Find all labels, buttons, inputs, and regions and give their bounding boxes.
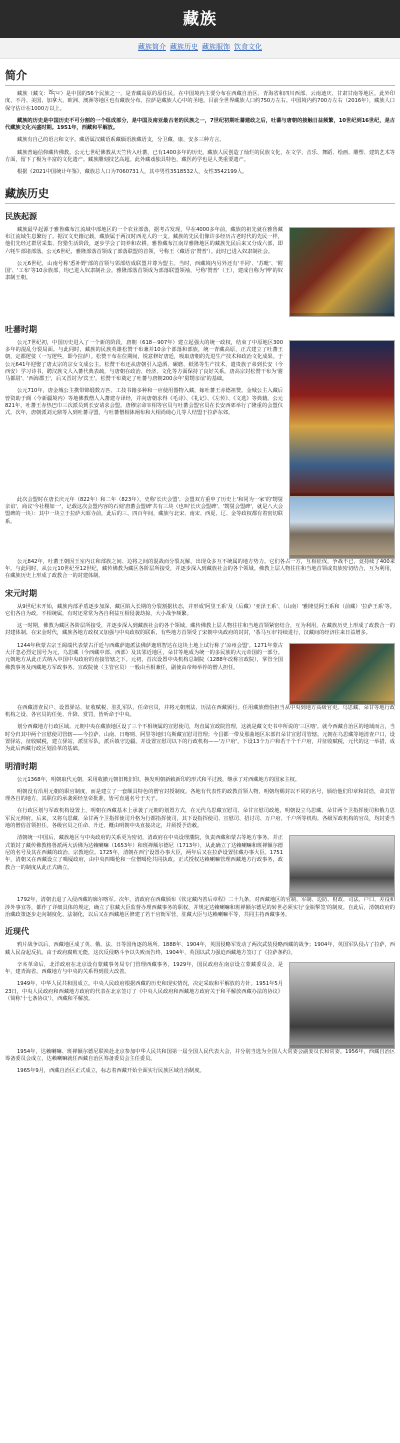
- origin-block: [5, 227, 395, 317]
- intro-paragraph-2: 藏族的历史是中国历史不可分割的一个组成部分，是中国及南亚最古老的民族之一，7世纪初期吐蕃建政之后，吐蕃与唐朝的接触日益频繁，10世纪到16世纪，是古代藏族文化兴盛时期。1951年，西藏和平解放。: [5, 117, 395, 132]
- subsection-heading-mingqing: 明清时期: [5, 761, 37, 771]
- thangka-painting-image: [289, 227, 395, 317]
- nav-link-intro[interactable]: 藏族简介: [138, 43, 166, 52]
- songyuan-block: [5, 643, 395, 705]
- songyuan-paragraph-1: 从9世纪末开始，藏族内部矛盾逐步加深，藏区陷入长期的分裂割据状态，并形成'阿里王系'及（后藏）'亚泽王系'、（山南）'雅隆觉阿王系和（前藏）'拉萨王系'等。它们各自为政，不相统属，有时还常常为各自利益互相侵袭劫掠，大小战争频繁。: [5, 603, 395, 617]
- page-title-text: 藏族: [182, 9, 217, 29]
- royal-figures-image: [289, 340, 395, 497]
- main-content: [0, 69, 400, 1076]
- tubo-paragraph-4: 公元842年，吐蕃王朝因王室内讧和部族之间、边将之间的混战而分裂瓦解，出现众多互不统属的地方势力。它们各占一方，互相征伐，争战不已，竟持续了400来年。与此同时，从公元10世纪至12世纪，藏传佛教为藏区各阶层所接受，并逐步深入到藏族社会的各个领域。佛教上层人物往往和当地首领或贵族密切结合，互为利用，在藏族历史上形成了政教合一的封建体制。: [5, 558, 395, 580]
- songyuan-paragraph-4: 在西藏清查民户、设置驿站、征收赋税、驻扎军队、任命官员，并将元朝刑法、历法在西藏颁行。任用藏族僧俗担当从中央到地方高级官吏。乌思藏、朵甘等地行政机构之设、各官员的任免、升降、赏罚，皆听命于中央。: [5, 704, 395, 719]
- intro-paragraph-1: 藏族（藏文：བོད་པ་）是中国的56个民族之一，是青藏高原的原住民。在中国境内主要分布在西藏自治区、青海省和四川西部、云南迪庆、甘肃甘南等地区。此外印度、不丹、美国、加拿大、欧洲、澳洲等地区也有藏族分布。拉萨是藏族人心中的圣地。目前全世界藏族人口约750万左右。中国境内约700万左右（2016年），藏族人口保守估计在1000万以上。: [5, 91, 395, 112]
- mingqing-paragraph-1: 公元1368年，明朝取代元朝，采用收撤元朝旧帐旧印，换发明朝新敕新印的形式和平过渡，继承了对西藏地方的国家主权。: [17, 776, 300, 783]
- modern-historical-photo: [289, 962, 395, 1049]
- mingqing-paragraph-5: 1792年，清朝击退了入侵西藏的廓尔喀军。次年，清政府在西藏颁布《钦定藏内善后章程》二十九条，对西藏地区的官制、军制、边防、财政、司法、户口、差役和涉外事宜等，都作了详细具体的规定，确立了驻藏大臣监督办理西藏事务的职权，并规定达赖喇嘛和班禅额尔德尼的转世必须实行'金瓶掣签'的制度。自此后，清朝政府的治藏政策逐步走向制度化、法制化，以后又在西藏地区修建了若干官衙军营，驻藏大臣与达赖喇嘛平等，共同主持西藏事务。: [5, 897, 395, 918]
- modern-block: [5, 962, 395, 1049]
- subsection-heading-origin: 民族起源: [5, 211, 37, 221]
- section-heading-intro: 简介: [5, 69, 395, 86]
- mural-painting-image: [289, 643, 395, 705]
- tubo-block-2: [5, 497, 395, 559]
- intro-paragraph-3: 藏族有自己的语言和文字。藏语属汉藏语系藏缅语族藏语支，分卫藏、康、安多三种方言。: [17, 137, 225, 144]
- subsection-heading-modern: 近现代: [5, 927, 29, 937]
- tubo-paragraph-3: 此次会盟时在唐长庆元年（822年）和二年（823年），史称'长庆会盟'。会盟双方重申了历史上'和同为一家'的'甥舅亲谊'，商议'今社稷如一'，记载这次会盟内容的石刻'唐蕃会盟碑'共有三块（也叫'长庆会盟碑'、'甥舅会盟碑'，就是八大会盟碑的一块）：其中一块立于拉萨大昭寺前，此后的三、四百年间，藏族与北宋、南宋、西夏、辽、金等政权都有着密切联系。: [5, 496, 283, 525]
- tubo-block-1: [5, 340, 395, 497]
- mingqing-paragraph-2: 明朝没有沿用元朝的职官制度，而是建立了一套颇具特色的僧官封授制度。各地有代表性的政教首领人物，明朝均赐封以不同的名号，颁给他们印章和封诰，命其管理各自的地方，其职位的承袭须经皇帝批准，皆可直通名号于天子。: [5, 788, 395, 803]
- intro-paragraph-5: 根据《2021中国统计年鉴》，藏族总人口为7060731人，其中男性3518532人，女性3542199人。: [17, 169, 248, 176]
- nav-link-history[interactable]: 藏族历史: [170, 43, 198, 52]
- section-heading-history: 藏族历史: [5, 187, 395, 204]
- modern-paragraph-3: 1949年，中华人民共和国成立。中央人民政府根据西藏的历史和现实情况，决定采取和平解放的方针。1951年5月23日，中央人民政府和西藏地方政府的代表在北京签订了《中央人民政府和西藏地方政府关于和平解放西藏办法的协议》（简称'十七条协议'），西藏和平解放。: [5, 981, 283, 1002]
- mingqing-paragraph-4: 清朝统一中国后，藏族地区与中央政府的关系更为密切，清政府在中央设理藩院，负责西藏和蒙古等地方事务。并正式策封了藏传佛教格鲁派两大活佛为达赖喇嘛（1653年）和班禅额尔德尼（1713年），从此确立了达赖喇嘛和班禅额尔德尼的名号及其在西藏的政治、宗教地位。1725年，清朝在西宁设置办事大臣，两年后又在拉萨设置驻藏办事大臣。1751年，清朝又在西藏设立了噶厦政府，由中央四噶伦和一位僧噶伦共同执政。正式授权达赖喇嘛管理西藏地方行政事务，政教合一的制度从此正式确立。: [5, 835, 283, 871]
- songyuan-paragraph-3: 1244年秋蒙古宗王阔端代表蒙古汗廷与西藏萨迦派法佛萨迦班智达在这块土地上试行称了'凉州会盟'。1271年蒙古大汗忽必烈定国号为元，乌思藏（今西藏中部、西部）及其邻近地区，朵甘等地成为统一的多民族的大元帝国的一部分。元朝地方从此正式纳入中国中央政府的直接管辖之下。元初，首次设置中央机构总制院（1288年改称宣政院），掌管全国佛教事务及西藏地方军政事务。宣政院使（主管官员）一般由丞相兼任，副使由帝师举荐的僧人担任。: [5, 642, 283, 671]
- subsection-heading-songyuan: 宋元时期: [5, 588, 37, 598]
- subsection-heading-tubo: 吐蕃时期: [5, 324, 37, 334]
- origin-paragraph-2: 公元6世纪，山南号称'悉补野'部的首领与邻部结成联盟并尊为盟主。当时，西藏境内另外还有'羊同'、'苏毗'、'附国'、'工布'等10余族部，均已进入奴隶制社会。雅隆部落首领成为部落联盟领袖，号称'赞普'（王），建成自称为'博'的奴隶制王朝。: [5, 260, 283, 282]
- nav-link-costume[interactable]: 藏族服饰: [202, 43, 230, 52]
- songyuan-paragraph-5: 划分西藏地方行政区域。元朝中央在藏族地区设了三个不相统属的宣慰使司，均直属宣政院管理，这就是藏文史书中所说的'三区喀'。就今西藏自治区的地域而言，当时分归其中两个宣慰使司管辖——今拉萨、山南、日喀则、阿里等地归乌斯藏宣慰司管理；今昌都一带及那曲地区东部归朵甘宣慰司管辖。元朝在乌思藏等地清查户口，设置驿站，征收赋税，建立驿站，派驻军队，派兵镇守边疆。并设置宣慰司以下的行政机构——'万户府'，下设13个万户和若干个千户府，并征收赋税，元代的这一举措，成为此后西藏行政区划沿革的基础。: [5, 724, 395, 753]
- top-nav: [0, 38, 400, 59]
- modern-paragraph-1: 鸦片战争以后，西藏地区成了英、俄、法、日等国角逐的场所。1888年、1904年，英国侵略军发动了两次武装侵略西藏的战争；1904年，英国军队侵占了拉萨，西藏人民奋起反抗。由于政府腐败无能，这次反侵略斗争以失败而告终，1904年，英国以武力强迫西藏地方签订了《拉萨条约》。: [5, 942, 395, 956]
- mingqing-paragraph-3: 在行政区划与军政机构设置上，明朝在西藏基本上承袭了元朝的划置方式，在元代乌思藏宣慰司、朵甘宣慰司政地，明朝设立乌思藏、朵甘两个卫指挥使司和俄力思军民元帅府。后来，又将乌思藏、朵甘两个卫指挥使司升格为行都指挥使司，其下设指挥使司、宣慰司、招讨司、万户府、千户所等机构。各级军政机构的官员，均封委当地的僧俗首领担任。各级官员之任命、升迁、概由明朝中央直接决定，并须授予诰敕。: [5, 808, 395, 830]
- intro-paragraph-4: 藏族普遍信仰藏传佛教。公元七世纪佛教从天竺传入吐蕃，已有1400多年的历史。藏族人民创造了灿烂的民族文化，在文学、音乐、舞蹈、绘画、雕塑、建筑艺术等方面，留下了极为丰富的文化遗产。藏族雕刻技艺高超。此外藏戏独具特色，藏医药学也是人类重要遗产。: [5, 149, 395, 164]
- nav-link-food[interactable]: 饮食文化: [234, 43, 262, 52]
- tubo-paragraph-1: 公元7世纪初，中国历史进入了一个新的阶段，唐朝（618－907年）建立起强大的统一政权，结束了中原地区300多年的混乱分裂局面。与此同时，藏族的民族英雄松赞干布兼并10余个部落和部族，统一青藏高原，正式建立了吐蕃王朝，定都逻娑（一写逻些，即今拉萨）。松赞干布在位期间，锐意修好唐廷，吸取唐朝的先进生产技术和政治文化成果。于公元641年迎娶了唐太宗的宗女文成公主。松赞干布还从唐朝引入造酒、碾磨、纸墨等生产技术，遣贵族子弟到长安（今西安）学习诗书，聘汉族文人入蕃代典表疏，与唐朝在政治、经济、文化等方面保持了良好关系。唐高宗封松赞干布为'驸马都尉'、'西海郡王'，后又晋封为'宾王'。松赞干布奠定了吐蕃与唐朝200余年'舅甥亲谊'的基础。: [5, 339, 283, 383]
- origin-paragraph-1: 藏族最早起源于雅鲁藏布江流域中部地区的一个农业部落，据考古发现，早在4000多年前，藏族的祖先就在雅鲁藏布江流域生息繁衍了。据汉文史籍记载，藏族属于两汉时西羌人的一支。藏族的先民们像许多经历古老时代的先民一样，他们先经过群居采集、狩猎生活阶段，逐步学会了饲养和农耕。雅鲁藏布江南岸雅隆地区的藏族先民后来又分成六部，即六牦牛部诸部落。公元6世纪，雅隆部落首领成了部落联盟的首领，号称王（藏语音'赞普'）。此时已进入奴隶制社会。: [5, 226, 283, 255]
- mingqing-block: [5, 835, 395, 897]
- songyuan-paragraph-2: 这一时期，佛教为藏区各阶层所接受，并逐步深入到藏族社会的各个领域。藏传佛教上层人物往往和当地首领紧密结合，互为利用，在藏族历史上形成了政教合一的封建体制。在宋金时代，藏族各地方政权又加强与中央政权的联系，有些地方首领受了宋朝中央政府的封封，'茶马互市'持续进行，汉藏间的经济往来日益增多。: [5, 623, 395, 637]
- tubo-paragraph-2: 公元710年，唐金城公主携带锦缎数万匹、工技书籍多种和一应使用器物入藏，嫁吐蕃王赤德祖赞。金城公主入藏后曾资助于阗（今新疆境内）等地佛教僧人入蕃建寺译经，并向唐朝求得《毛诗》、《礼记》、《左传》、《文选》等典籍。公元821年，吐蕃王赤热巴巾三次派员到长安请求会盟。唐穆宗命宰相等官员与吐蕃会盟官员在长安西郊举行了隆重的会盟仪式。次年，唐朝派刘元鼎等入到吐蕃寻盟，与吐蕃僧相钵阐布和大相尚绮心儿等人结盟于拉萨东郊。: [5, 388, 283, 417]
- monastery-building-image: [289, 497, 395, 559]
- modern-paragraph-5: 1965年9月，西藏自治区正式成立，标志着西藏开始全面实行民族区域自治制度。: [17, 1068, 205, 1075]
- historical-group-photo: [289, 835, 395, 897]
- page-title: [0, 0, 400, 38]
- modern-paragraph-4: 1954年，达赖喇嘛、班禅额尔德尼联袂赴北京参加中华人民共和国第一届全国人民代表大会，并分别当选为全国人大常委会副委员长和常委。1956年，西藏自治区筹备委员会成立，达赖喇嘛就任西藏自治区筹备委员会主任委员。: [5, 1048, 395, 1063]
- modern-paragraph-2: 辛亥革命后，北洋政府在北京设有蒙藏事务局专门管理西藏事务，1929年，国民政府在南京设立蒙藏委员会，是年，建青海省。西藏地方与中央的关系得到很大改善。: [5, 961, 283, 976]
